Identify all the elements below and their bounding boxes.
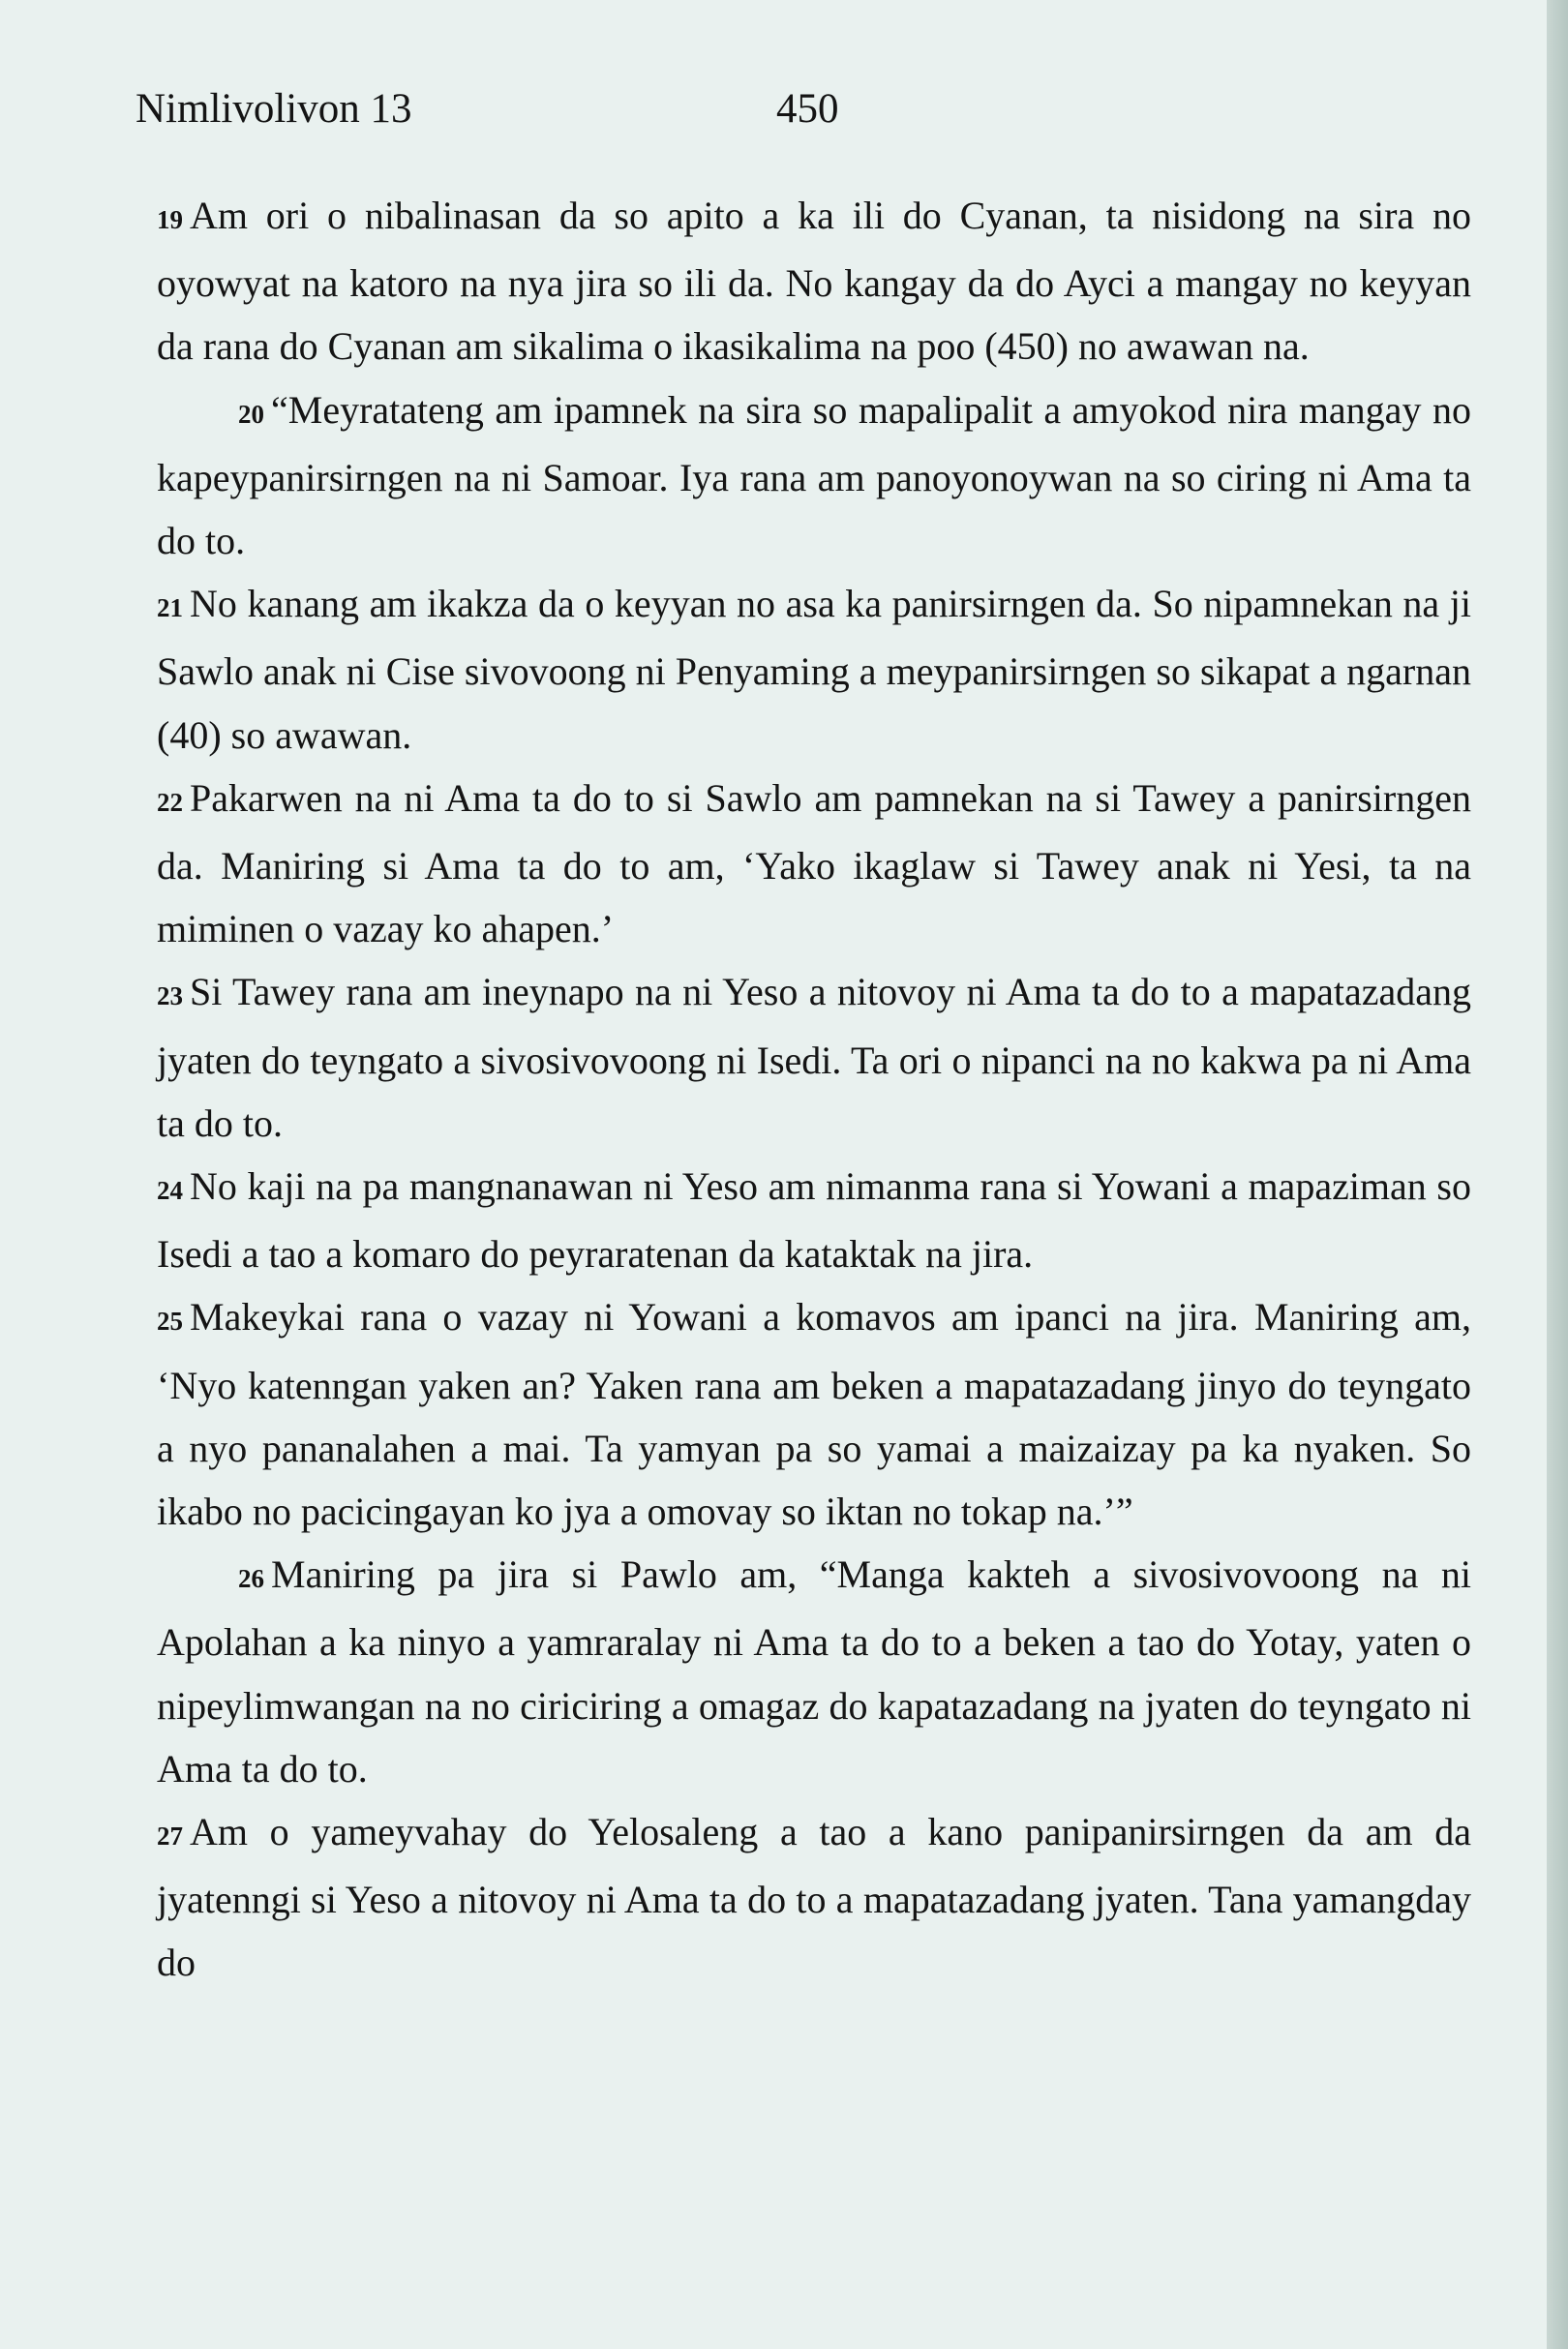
verse-27	[157, 1800, 1471, 1995]
verse-text: Maniring pa jira si Pawlo am, “Manga kakteh a sivosivovoong na ni Apolahan a ka ninyo a yamraralay ni Ama ta do to a beken a tao do Yotay, yaten o nipeylimwangan na no ciriciring a omagaz do kapatazadang na jyaten do teyngato ni Ama ta do to.	[157, 1552, 1471, 1791]
book-title: Nimlivolivon 13	[136, 86, 412, 132]
verse-number: 25	[157, 1307, 183, 1337]
verse-23	[157, 960, 1471, 1155]
verse-text: No kanang am ikakza da o keyyan no asa ka panirsirngen da. So nipamnekan na ji Sawlo anak ni Cise sivovoong ni Penyaming a meypanirsirngen so sikapat a ngarnan (40) so awawan.	[157, 582, 1471, 757]
page-number: 450	[776, 86, 839, 132]
verse-text: Si Tawey rana am ineynapo na ni Yeso a nitovoy ni Ama ta do to a mapatazadang jyaten do teyngato a sivosivovoong ni Isedi. Ta ori o nipanci na no kakwa pa ni Ama ta do to.	[157, 970, 1471, 1145]
verse-19	[157, 184, 1471, 378]
verse-text: No kaji na pa mangnanawan ni Yeso am nimanma rana si Yowani a mapaziman so Isedi a tao a komaro do peyraratenan da kataktak na jira.	[157, 1164, 1471, 1277]
verse-25	[157, 1285, 1471, 1543]
verse-20	[157, 378, 1471, 573]
verse-text: Makeykai rana o vazay ni Yowani a komavos am ipanci na jira. Maniring am, ‘Nyo katenngan yaken an? Yaken rana am beken a mapatazadang jinyo do teyngato a nyo pananalahen a mai. Ta yamyan pa so yamai a maizaizay pa ka nyaken. So ikabo no pacicingayan ko jya a omovay so iktan no tokap na.’”	[157, 1295, 1471, 1534]
verse-number: 23	[157, 981, 183, 1011]
verse-number: 24	[157, 1176, 183, 1206]
verse-number: 27	[157, 1822, 183, 1852]
verse-text: “Meyratateng am ipamnek na sira so mapalipalit a amyokod nira mangay no kapeypanirsirngen na ni Samoar. Iya rana am panoyonoywan na so ciring ni Ama ta do to.	[157, 387, 1471, 563]
verse-number: 26	[238, 1564, 264, 1594]
verse-22	[157, 767, 1471, 961]
verse-number: 20	[238, 399, 264, 429]
verse-text: Am ori o nibalinasan da so apito a ka ili do Cyanan, ta nisidong na sira no oyowyat na katoro na nya jira so ili da. No kangay da do Ayci a mangay no keyyan da rana do Cyanan am sikalima o ikasikalima na poo (450) no awawan na.	[157, 194, 1471, 369]
verse-number: 21	[157, 593, 183, 623]
verse-text: Pakarwen na ni Ama ta do to si Sawlo am pamnekan na si Tawey a panirsirngen da. Maniring si Ama ta do to am, ‘Yako ikaglaw si Tawey anak ni Yesi, ta na miminen o vazay ko ahapen.’	[157, 775, 1471, 951]
verse-text: Am o yameyvahay do Yelosaleng a tao a kano panipanirsirngen da am da jyatenngi si Yeso a nitovoy ni Ama ta do to a mapatazadang jyaten. Tana yamangday do	[157, 1810, 1471, 1985]
body-text	[157, 184, 1471, 1995]
verse-24	[157, 1155, 1471, 1285]
page-edge-shadow	[1547, 0, 1568, 2349]
verse-26	[157, 1543, 1471, 1800]
verse-number: 19	[157, 205, 183, 234]
verse-number: 22	[157, 787, 183, 817]
verse-21	[157, 572, 1471, 767]
